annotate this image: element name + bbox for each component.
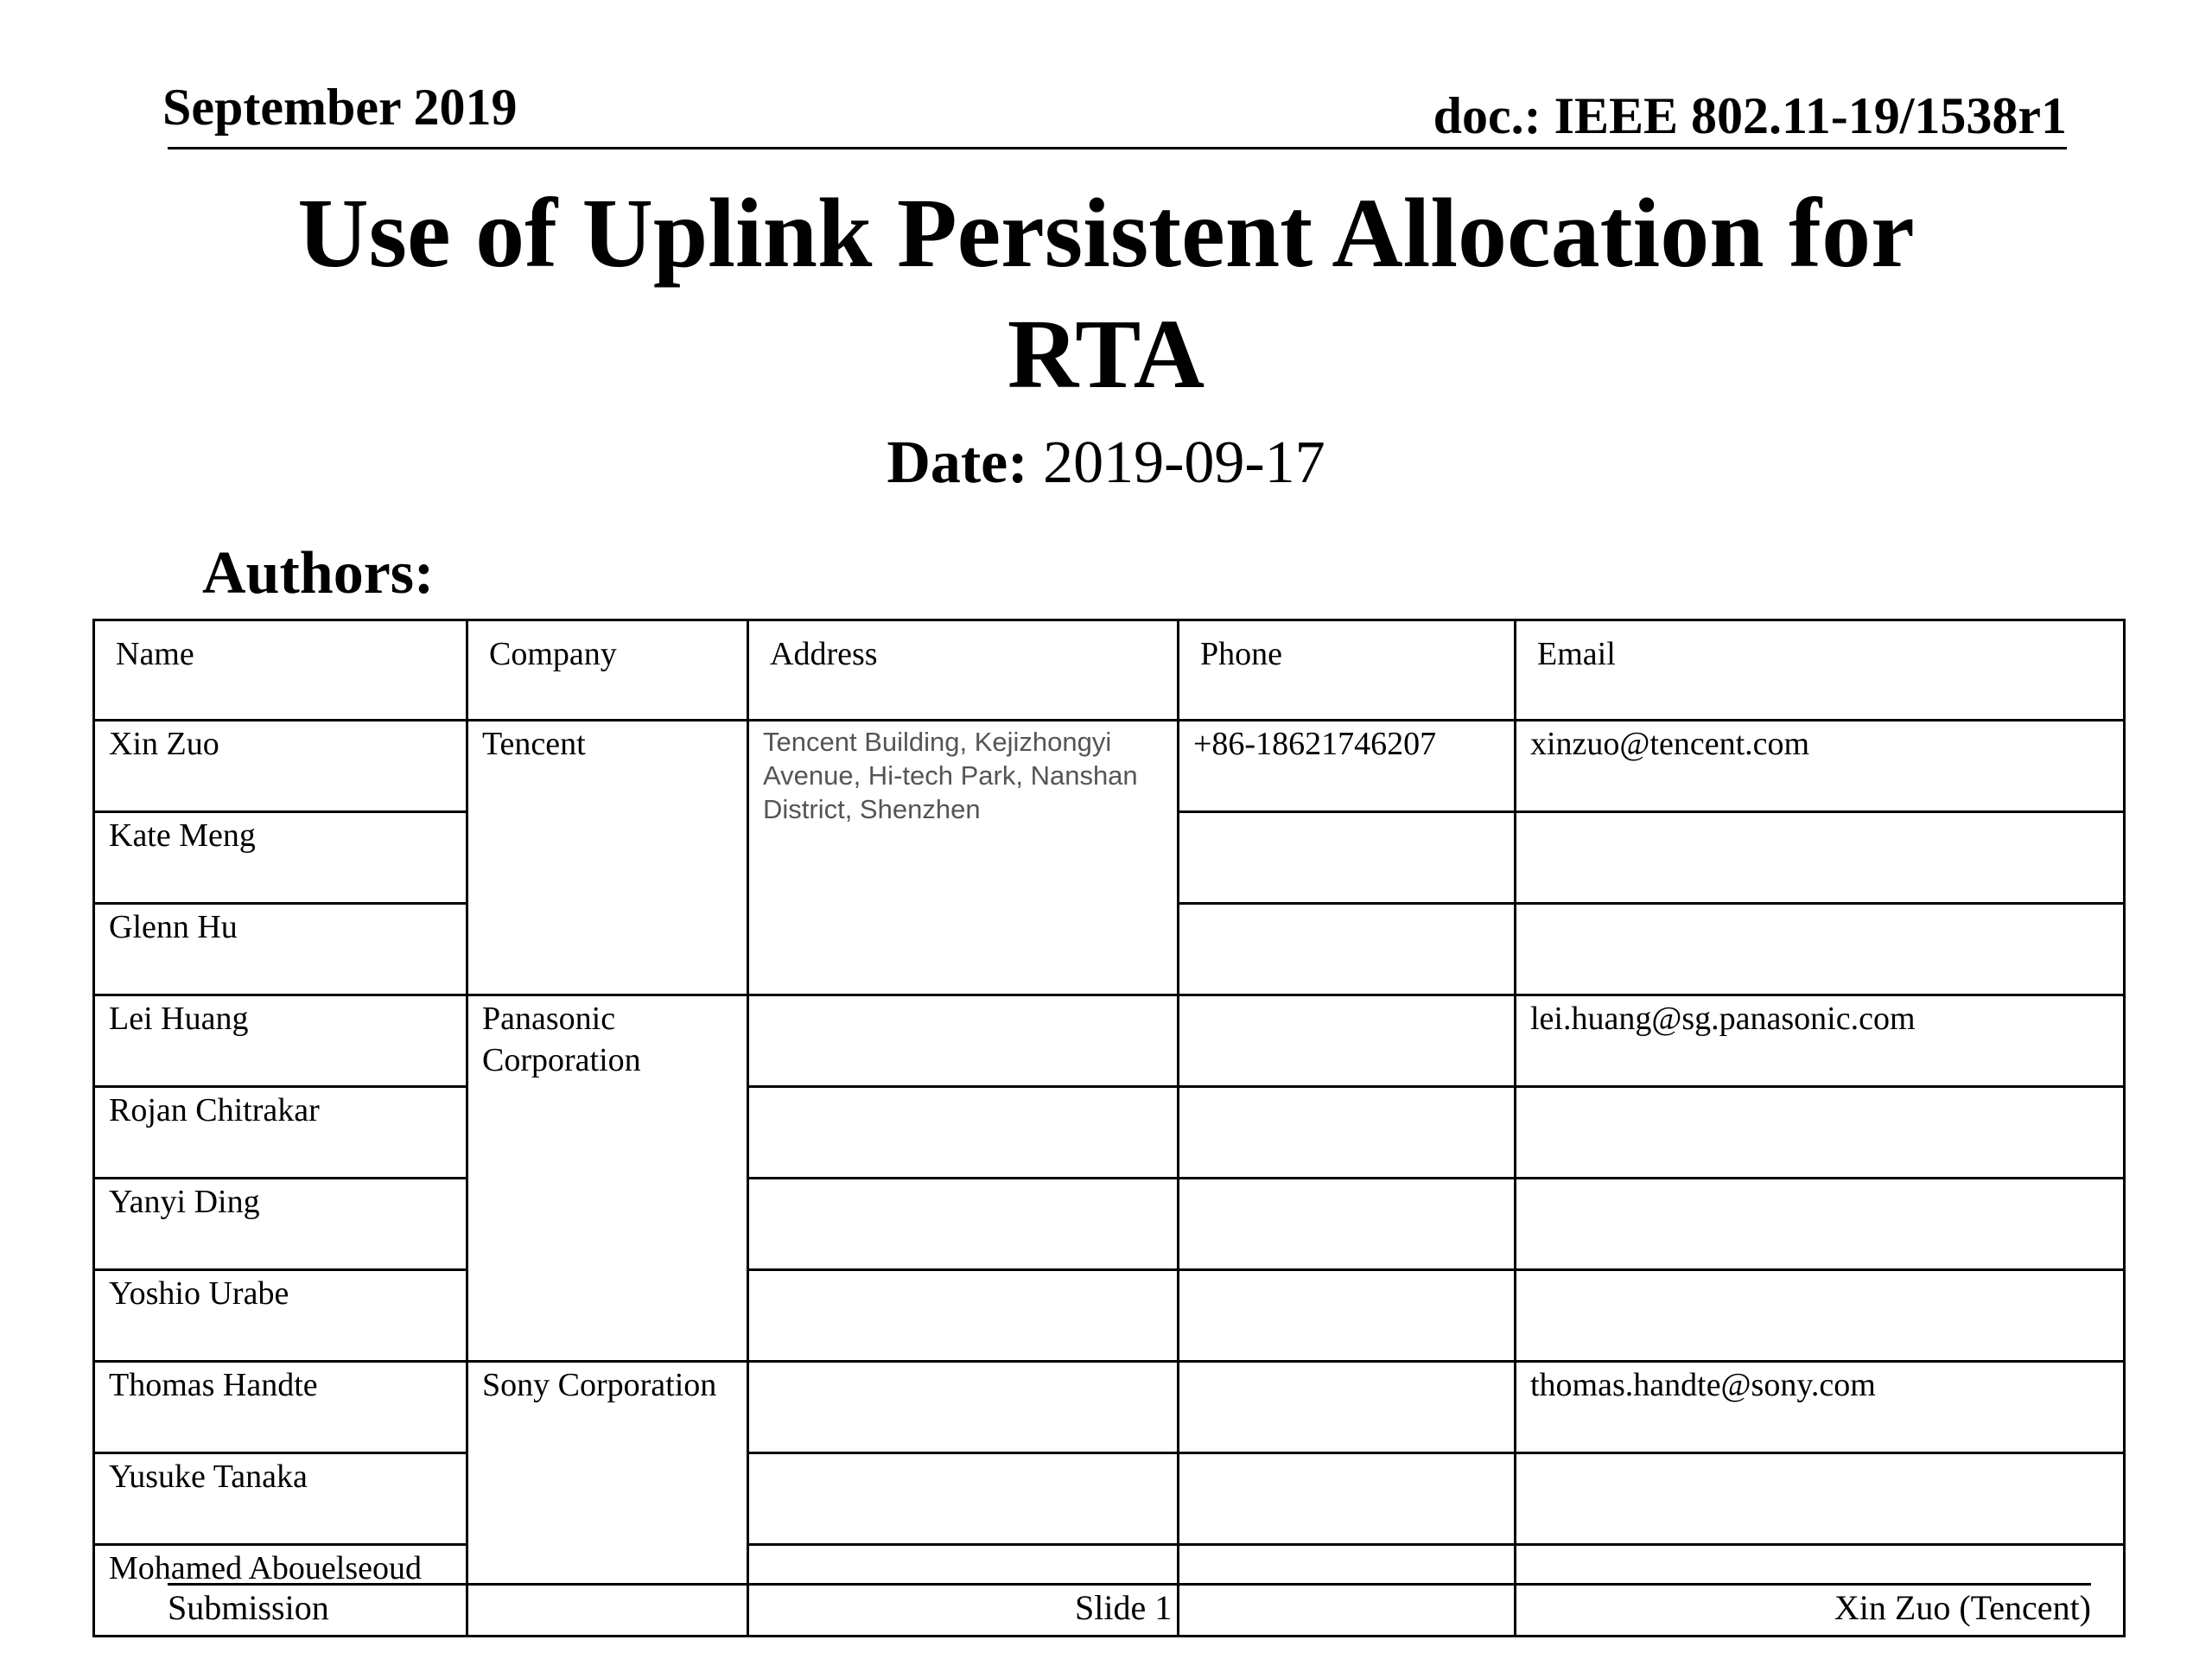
- author-email: xinzuo@tencent.com: [1516, 721, 2125, 812]
- author-address: [748, 1270, 1179, 1362]
- author-company: Tencent: [467, 721, 748, 995]
- author-phone: [1179, 1545, 1516, 1637]
- author-company: Sony Corporation: [467, 1362, 748, 1637]
- author-name: Glenn Hu: [94, 904, 467, 995]
- author-email: [1516, 1270, 2125, 1362]
- date-label: Date:: [887, 429, 1028, 496]
- table-header-row: [94, 620, 2125, 721]
- author-email: [1516, 812, 2125, 904]
- footer-submission: Submission: [168, 1588, 329, 1627]
- date-line: [0, 429, 2212, 498]
- header-cell-phone: Phone: [1179, 620, 1516, 721]
- author-email: [1516, 1453, 2125, 1545]
- author-name: Yanyi Ding: [94, 1179, 467, 1270]
- header-date: September 2019: [162, 79, 518, 136]
- author-name: Yusuke Tanaka: [94, 1453, 467, 1545]
- author-email: lei.huang@sg.panasonic.com: [1516, 995, 2125, 1087]
- slide-title-line-1: Use of Uplink Persistent Allocation for: [297, 178, 1915, 288]
- header-cell-name: Name: [94, 620, 467, 721]
- author-phone: [1179, 1362, 1516, 1453]
- author-address: [748, 1179, 1179, 1270]
- author-address: [748, 1362, 1179, 1453]
- author-address: [748, 995, 1179, 1087]
- author-name: Rojan Chitrakar: [94, 1087, 467, 1179]
- authors-heading: Authors:: [202, 540, 435, 607]
- table-row: [94, 1270, 2125, 1362]
- author-phone: [1179, 1453, 1516, 1545]
- author-phone: [1179, 812, 1516, 904]
- footer-slide-number: Slide 1: [1075, 1588, 1173, 1627]
- company-line-2: Corporation: [482, 1042, 641, 1078]
- author-phone: [1179, 904, 1516, 995]
- company-line-1: Panasonic: [482, 1001, 616, 1037]
- table-row: [94, 1087, 2125, 1179]
- authors-table: [92, 619, 2126, 1637]
- author-phone: +86-18621746207: [1179, 721, 1516, 812]
- slide-title: [0, 173, 2212, 415]
- footer-author: Xin Zuo (Tencent): [1834, 1588, 2091, 1627]
- header-cell-address: Address: [748, 620, 1179, 721]
- author-email: [1516, 904, 2125, 995]
- date-value: 2019-09-17: [1027, 429, 1325, 496]
- author-address: [748, 1087, 1179, 1179]
- author-phone: [1179, 995, 1516, 1087]
- author-address: [748, 1453, 1179, 1545]
- author-name: Lei Huang: [94, 995, 467, 1087]
- header-doc-id: doc.: IEEE 802.11-19/1538r1: [1433, 87, 2067, 144]
- table-row: [94, 1453, 2125, 1545]
- author-address: Tencent Building, Kejizhongyi Avenue, Hi-tech Park, Nanshan District, Shenzhen: [748, 721, 1179, 995]
- author-email: [1516, 1179, 2125, 1270]
- author-phone: [1179, 1270, 1516, 1362]
- header-rule: [168, 147, 2067, 149]
- author-name: Xin Zuo: [94, 721, 467, 812]
- table-row: [94, 721, 2125, 812]
- author-name: Kate Meng: [94, 812, 467, 904]
- footer-rule: [168, 1583, 2091, 1586]
- author-name: Yoshio Urabe: [94, 1270, 467, 1362]
- author-name: Mohamed Abouelseoud: [94, 1545, 467, 1637]
- author-company: [467, 995, 748, 1362]
- slide-title-line-2: RTA: [1007, 299, 1205, 409]
- author-email: [1516, 1087, 2125, 1179]
- author-phone: [1179, 1179, 1516, 1270]
- table-row: [94, 1362, 2125, 1453]
- table-row: [94, 1179, 2125, 1270]
- header-cell-email: Email: [1516, 620, 2125, 721]
- author-phone: [1179, 1087, 1516, 1179]
- table-row: [94, 995, 2125, 1087]
- author-email: thomas.handte@sony.com: [1516, 1362, 2125, 1453]
- author-name: Thomas Handte: [94, 1362, 467, 1453]
- header-cell-company: Company: [467, 620, 748, 721]
